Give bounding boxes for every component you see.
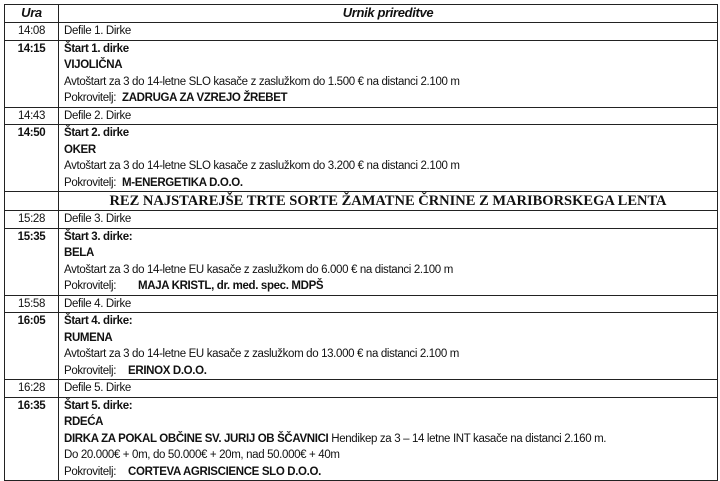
time-cell: 15:35 [5, 228, 59, 295]
race-description: Avtoštart za 3 do 14-letne EU kasače z zaslužkom do 13.000 € na distanci 2.100 m [64, 348, 459, 360]
sponsor-label: Pokrovitelj: [64, 176, 117, 189]
race-color: RDEĆA [64, 416, 104, 428]
table-row [5, 228, 718, 295]
race-description: Avtoštart za 3 do 14-letne EU kasače z zaslužkom do 6.000 € na distanci 2.100 m [64, 263, 453, 276]
event-cell [59, 125, 718, 192]
race-conditions: Hendikep za 3 – 14 letne INT kasače na distanci 2.160 m. [331, 432, 607, 445]
table-row [5, 211, 718, 229]
event-cell: Defile 4. Dirke [59, 295, 718, 313]
race-description: Avtoštart za 3 do 14-letne SLO kasače z zaslužkom do 1.500 € na distanci 2.100 m [64, 75, 460, 88]
race-title: Štart 4. dirke: [64, 315, 133, 327]
time-cell: 14:08 [5, 23, 59, 41]
event-cell: Defile 2. Dirke [59, 107, 718, 125]
race-description: Avtoštart za 3 do 14-letne SLO kasače z zaslužkom do 3.200 € na distanci 2.100 m [64, 160, 460, 172]
time-cell: 14:50 [5, 125, 59, 192]
sponsor-label: Pokrovitelj: [64, 92, 117, 104]
schedule-table [4, 4, 718, 481]
race-title: Štart 2. dirke [64, 127, 129, 139]
time-cell [5, 192, 59, 211]
sponsor-line [64, 175, 712, 192]
table-row [5, 313, 718, 380]
race-title: Štart 5. dirke: [64, 399, 133, 412]
sponsor-name: ERINOX D.O.O. [128, 364, 207, 377]
table-row [5, 397, 718, 481]
sponsor-line [64, 278, 712, 295]
race-color: BELA [64, 247, 94, 259]
sponsor-line [64, 464, 712, 481]
sponsor-label: Pokrovitelj: [64, 364, 117, 377]
event-cell [59, 397, 718, 481]
time-cell: 15:28 [5, 211, 59, 229]
race-description [64, 431, 712, 448]
sponsor-line [64, 363, 712, 380]
time-cell: 14:15 [5, 40, 59, 107]
sponsor-name: CORTEVA AGRISCIENCE SLO D.O.O. [128, 465, 321, 478]
sponsor-label: Pokrovitelj: [64, 280, 117, 292]
table-row [5, 23, 718, 41]
banner-row [5, 192, 718, 211]
race-color: VIJOLIČNA [64, 59, 123, 71]
event-cell [59, 40, 718, 107]
sponsor-label: Pokrovitelj: [64, 465, 117, 478]
sponsor-name: MAJA KRISTL, dr. med. spec. MDPŠ [138, 280, 324, 292]
event-cell: Defile 3. Dirke [59, 211, 718, 229]
race-title: Štart 3. dirke: [64, 230, 133, 243]
time-header: Ura [5, 5, 59, 23]
race-color: RUMENA [64, 331, 113, 344]
time-cell: 14:43 [5, 107, 59, 125]
table-row [5, 295, 718, 313]
race-title: Štart 1. dirke [64, 42, 129, 55]
time-cell: 16:35 [5, 397, 59, 481]
race-name: DIRKA ZA POKAL OBČINE SV. JURIJ OB ŠČAVNICI [64, 432, 329, 445]
header-row [5, 5, 718, 23]
event-cell: Defile 1. Dirke [59, 23, 718, 41]
event-cell [59, 228, 718, 295]
time-cell: 16:28 [5, 380, 59, 398]
table-row [5, 125, 718, 192]
time-cell: 15:58 [5, 295, 59, 313]
race-color: OKER [64, 143, 96, 156]
sponsor-name: M-ENERGETIKA D.O.O. [122, 176, 243, 189]
table-row [5, 40, 718, 107]
event-cell [59, 313, 718, 380]
sponsor-name: ZADRUGA ZA VZREJO ŽREBET [122, 92, 288, 104]
table-row [5, 107, 718, 125]
program-header: Urnik prireditve [59, 5, 718, 23]
sponsor-line [64, 90, 712, 107]
time-cell: 16:05 [5, 313, 59, 380]
banner-text: REZ NAJSTAREJŠE TRTE SORTE ŽAMATNE ČRNINE Z MARIBORSKEGA LENTA [59, 192, 718, 211]
handicap-details: Do 20.000€ + 0m, do 50.000€ + 20m, nad 50.000€ + 40m [64, 449, 340, 461]
event-cell: Defile 5. Dirke [59, 380, 718, 398]
table-row [5, 380, 718, 398]
